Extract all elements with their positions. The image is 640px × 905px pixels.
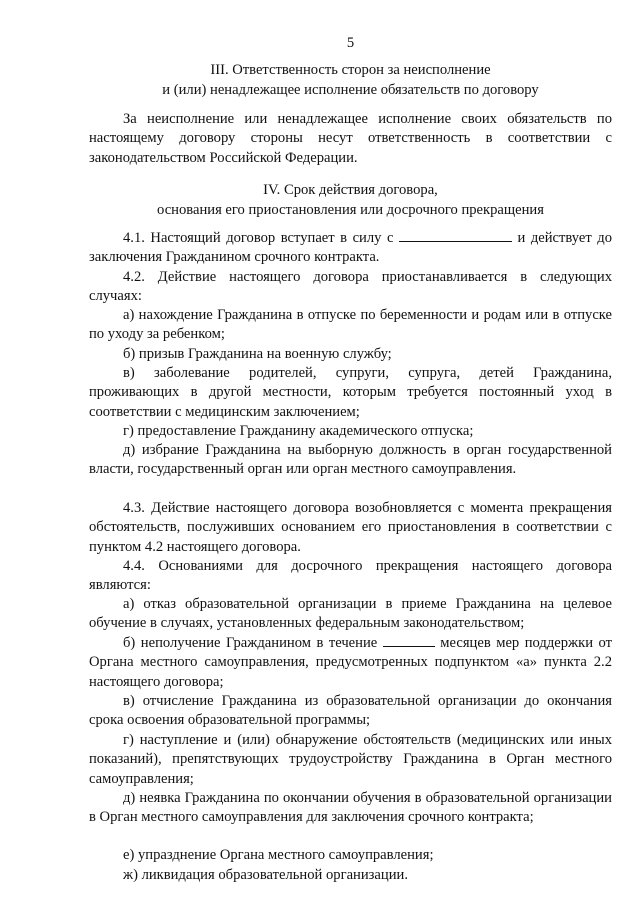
clause-4-4-e: д) неявка Гражданина по окончании обучения в образовательной организации в Орган местного самоуправления для заключения срочного контракта; [89,790,612,826]
clause-4-4-b [89,634,612,692]
section-3-paragraph: За неисполнение или ненадлежащее исполнение своих обязательств по настоящему договору стороны несут ответственность в соответствии с законодательством Российской Федерации. [89,111,612,166]
section-3-heading-line1: III. Ответственность сторон за неисполнение [210,62,491,78]
section-4-heading-line1: IV. Срок действия договора, [263,182,438,198]
clause-4-2-b: б) призыв Гражданина на военную службу; [123,346,392,362]
section-4-heading [89,180,612,220]
clause-4-4-b-text-start: б) неполучение Гражданином в течение [123,635,378,651]
clause-4-1 [89,229,612,268]
date-blank-line [399,229,512,242]
clause-4-2-a: а) нахождение Гражданина в отпуске по беременности и родам или в отпуске по уходу за ребенком; [89,307,612,343]
section-3-heading-line2: и (или) ненадлежащее исполнение обязательств по договору [162,82,539,98]
months-blank-line [383,634,435,647]
clause-4-4-c: в) отчисление Гражданина из образовательной организации до окончания срока освоения образовательной программы; [89,693,612,729]
page-number: 5 [346,35,355,51]
clause-4-1-text-start: 4.1. Настоящий договор вступает в силу с [123,230,394,246]
clause-4-4-f: е) упразднение Органа местного самоуправления; [123,847,434,863]
clause-4-3: 4.3. Действие настоящего договора возобновляется с момента прекращения обстоятельств, послуживших основанием его приостановления в соответствии с пунктом 4.2 настоящего договора. [89,500,612,555]
clause-4-4-d: г) наступление и (или) обнаружение обстоятельств (медицинских или иных показаний), препятствующих трудоустройству Гражданина в Орган местного самоуправления; [89,732,612,787]
clause-4-4: 4.4. Основаниями для досрочного прекращения настоящего договора являются: [89,558,612,594]
clause-4-1-text-end: и действует до заключения Гражданином срочного контракта. [89,230,612,266]
section-3-heading [89,60,612,100]
clause-4-2-c: в) заболевание родителей, супруги, супруга, детей Гражданина, проживающих в другой местности, которым требуется постоянный уход в соответствии с медицинским заключением; [89,365,612,420]
clause-4-4-g: ж) ликвидация образовательной организации. [123,867,408,883]
section-4-heading-line2: основания его приостановления или досрочного прекращения [157,202,544,218]
clause-4-2-e: д) избрание Гражданина на выборную должность в орган государственной власти, государственный орган или орган местного самоуправления. [89,442,612,478]
clause-4-4-a: а) отказ образовательной организации в приеме Гражданина на целевое обучение в случаях, установленных федеральным законодательством; [89,596,612,632]
clause-4-2: 4.2. Действие настоящего договора приостанавливается в следующих случаях: [89,269,612,305]
clause-4-2-d: г) предоставление Гражданину академического отпуска; [123,423,474,439]
clause-4-4-b-text-end: месяцев мер поддержки от Органа местного самоуправления, предусмотренных подпунктом «а» пункта 2.2 настоящего договора; [89,635,612,690]
